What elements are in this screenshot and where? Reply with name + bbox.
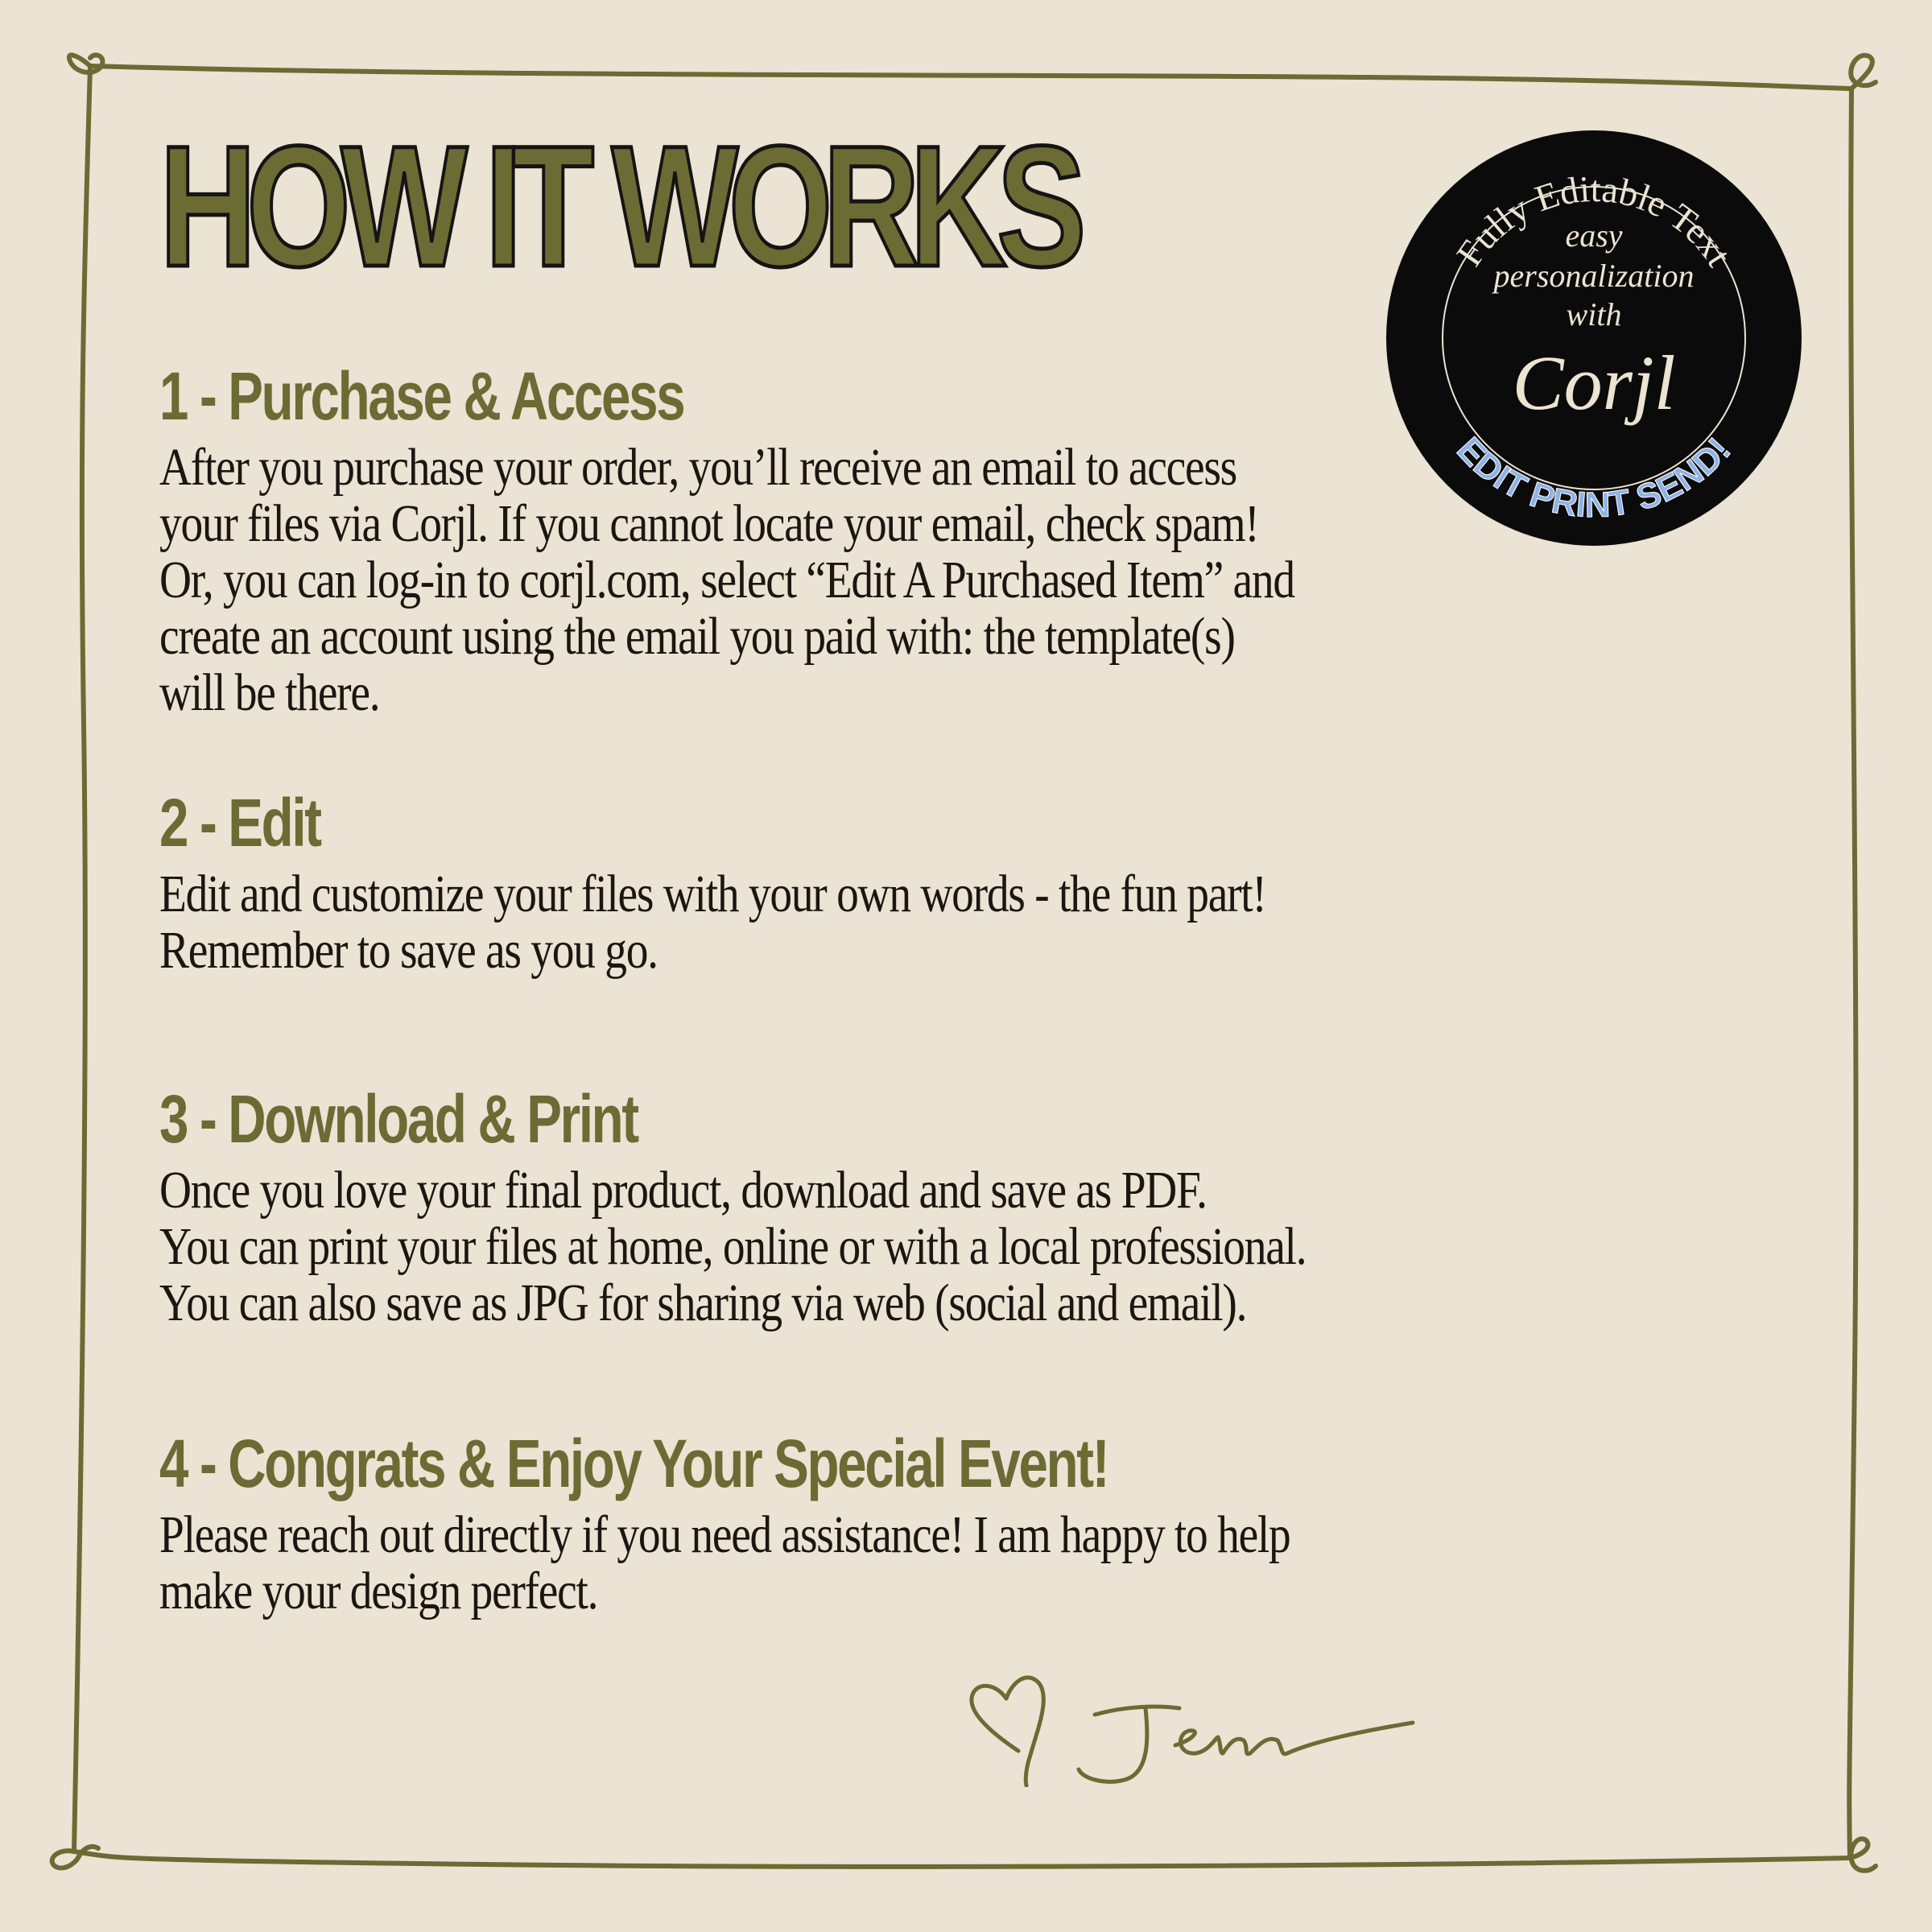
step-1-line: your files via Corjl. If you cannot locate your email, check spam!	[159, 494, 1259, 553]
step-1-line: create an account using the email you paid with: the template(s)	[159, 607, 1235, 666]
step-3-line: You can print your files at home, online or with a local professional.	[159, 1217, 1307, 1276]
step-3-body	[159, 1162, 1478, 1331]
badge-inner-line-3: with	[1566, 296, 1622, 332]
badge-brand-logo: Corjl	[1512, 340, 1676, 426]
step-3-heading: 3 - Download & Print	[159, 1081, 638, 1157]
step-2-heading: 2 - Edit	[159, 785, 320, 861]
step-3-line: You can also save as JPG for sharing via web (social and email).	[159, 1274, 1247, 1332]
page-title: HOW IT WORKS	[159, 110, 1077, 303]
step-1-heading: 1 - Purchase & Access	[159, 358, 684, 434]
step-3-line: Once you love your final product, download and save as PDF.	[159, 1161, 1207, 1220]
signature-with-heart	[962, 1666, 1417, 1787]
step-4-body	[159, 1507, 1478, 1620]
step-4-line: Please reach out directly if you need assistance! I am happy to help	[159, 1505, 1290, 1564]
step-1-line: After you purchase your order, you’ll receive an email to access	[159, 438, 1236, 497]
badge-inner-line-2: personalization	[1493, 258, 1695, 294]
step-3	[159, 1081, 1463, 1332]
step-2-body	[159, 866, 1478, 979]
step-1-line: will be there.	[159, 663, 380, 722]
step-1-line: Or, you can log-in to corjl.com, select “Edit A Purchased Item” and	[159, 551, 1294, 609]
step-4-line: make your design perfect.	[159, 1562, 598, 1620]
step-4	[159, 1426, 1463, 1620]
step-2-line: Remember to save as you go.	[159, 921, 658, 980]
badge-top-arc-text: Fully Editable Text	[1448, 167, 1740, 274]
step-1	[159, 358, 1463, 722]
step-1-body	[159, 440, 1478, 721]
badge-bottom-arc-text: EDIT PRINT SEND!	[1449, 429, 1739, 526]
signature-jen	[1079, 1707, 1413, 1781]
step-2-line: Edit and customize your files with your own words - the fun part!	[159, 865, 1266, 923]
step-2	[159, 785, 1463, 980]
step-4-heading: 4 - Congrats & Enjoy Your Special Event!	[159, 1426, 1108, 1501]
heart-icon	[972, 1678, 1043, 1785]
badge-inner-line-1: easy	[1565, 217, 1623, 254]
